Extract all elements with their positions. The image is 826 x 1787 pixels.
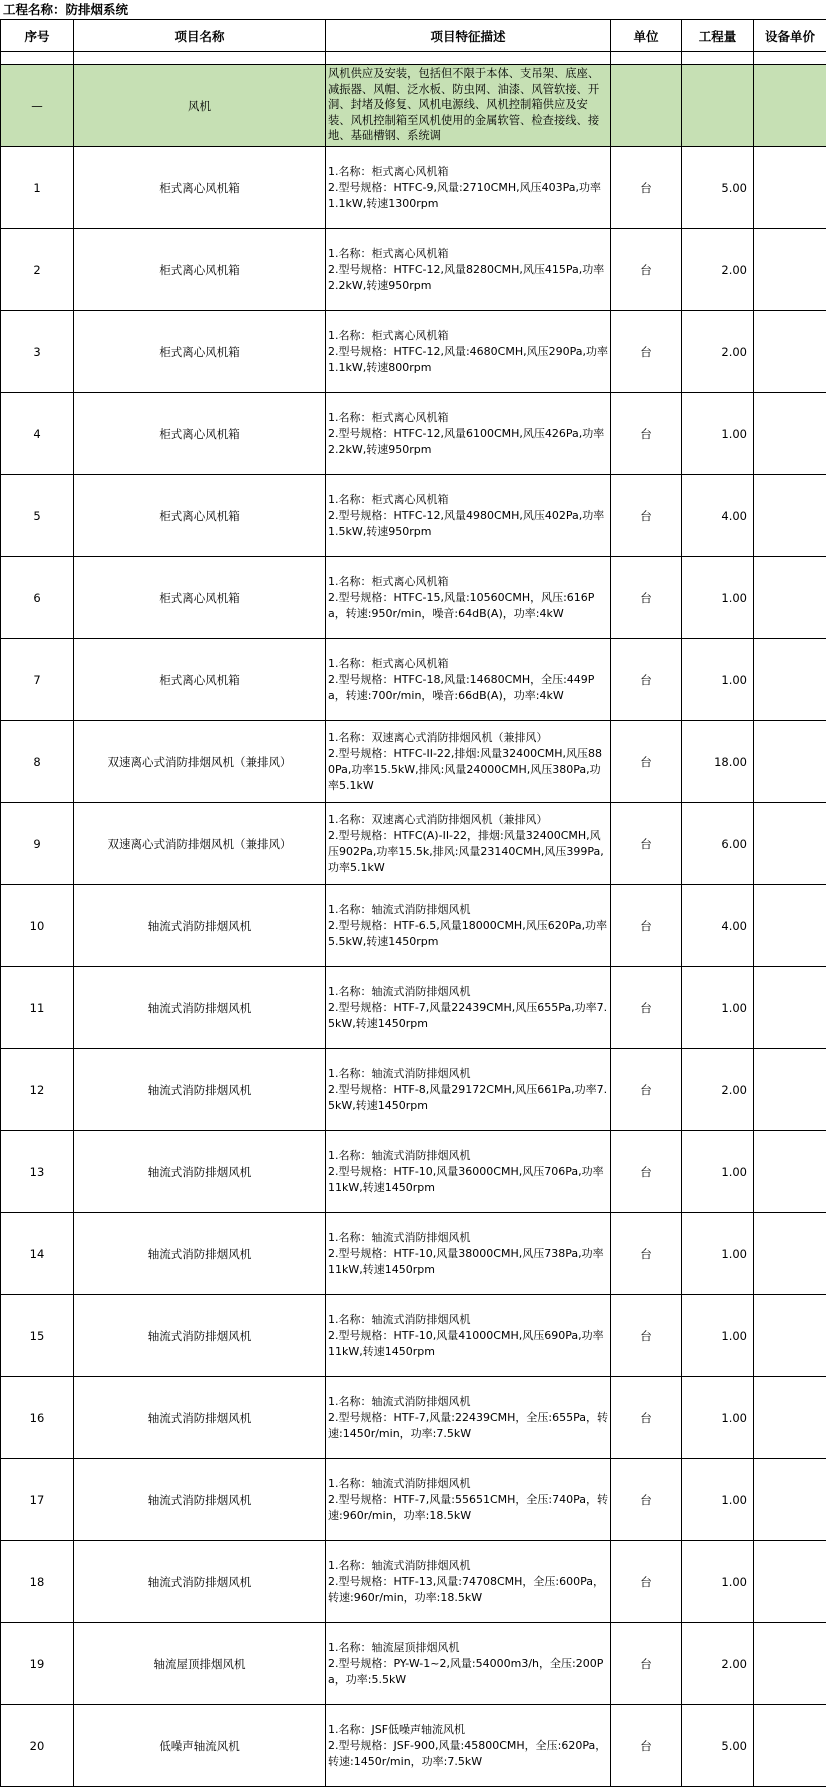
table-row — [1, 229, 826, 311]
unit-cell[interactable]: 台 — [611, 475, 682, 557]
unit-cell[interactable]: 台 — [611, 1213, 682, 1295]
seq-cell[interactable]: 5 — [1, 475, 74, 557]
seq-cell[interactable]: 2 — [1, 229, 74, 311]
table-cell[interactable] — [326, 52, 611, 65]
item-name-cell[interactable]: 双速离心式消防排烟风机（兼排风） — [74, 721, 326, 803]
description-cell[interactable]: 1.名称：双速离心式消防排烟风机（兼排风） 2.型号规格：HTFC-II-22,排烟:风量32400CMH,风压880Pa,功率15.5kW,排风:风量24000CMH,风压380Pa,功率5.1kW — [326, 721, 611, 803]
quantity-cell[interactable]: 1.00 — [682, 1131, 754, 1213]
unit-price-cell[interactable] — [754, 639, 826, 721]
seq-cell[interactable]: 4 — [1, 393, 74, 475]
item-name-cell[interactable]: 柜式离心风机箱 — [74, 557, 326, 639]
description-cell[interactable]: 1.名称：柜式离心风机箱 2.型号规格：HTFC-18,风量:14680CMH，全压:449Pa，转速:700r/min，噪音:66dB(A)，功率:4kW — [326, 639, 611, 721]
quantity-cell[interactable]: 1.00 — [682, 557, 754, 639]
group-price-cell[interactable] — [754, 65, 826, 147]
description-cell[interactable]: 1.名称：轴流式消防排烟风机 2.型号规格：HTF-10,风量41000CMH,风压690Pa,功率11kW,转速1450rpm — [326, 1295, 611, 1377]
item-name-cell[interactable]: 柜式离心风机箱 — [74, 475, 326, 557]
unit-price-cell[interactable] — [754, 803, 826, 885]
unit-cell[interactable]: 台 — [611, 967, 682, 1049]
unit-cell[interactable]: 台 — [611, 557, 682, 639]
quantity-cell[interactable]: 1.00 — [682, 1295, 754, 1377]
quantity-cell[interactable]: 4.00 — [682, 475, 754, 557]
quantity-cell[interactable]: 1.00 — [682, 1213, 754, 1295]
quantity-cell[interactable]: 6.00 — [682, 803, 754, 885]
item-name-cell[interactable]: 轴流式消防排烟风机 — [74, 1541, 326, 1623]
item-name-cell[interactable]: 双速离心式消防排烟风机（兼排风） — [74, 803, 326, 885]
item-name-cell[interactable]: 轴流式消防排烟风机 — [74, 1131, 326, 1213]
item-name-cell[interactable]: 轴流式消防排烟风机 — [74, 1213, 326, 1295]
header-unit-price[interactable]: 设备单价 — [754, 20, 826, 52]
seq-cell[interactable]: 3 — [1, 311, 74, 393]
table-row — [1, 1131, 826, 1213]
description-cell[interactable]: 1.名称：轴流式消防排烟风机 2.型号规格：HTF-10,风量38000CMH,风压738Pa,功率11kW,转速1450rpm — [326, 1213, 611, 1295]
table-cell[interactable] — [1, 52, 74, 65]
table-row — [1, 1295, 826, 1377]
description-cell[interactable]: 1.名称：柜式离心风机箱 2.型号规格：HTFC-9,风量:2710CMH,风压403Pa,功率1.1kW,转速1300rpm — [326, 147, 611, 229]
table-row — [1, 311, 826, 393]
table-row — [1, 1049, 826, 1131]
description-cell[interactable]: 1.名称：柜式离心风机箱 2.型号规格：HTFC-12,风量:4680CMH,风压290Pa,功率1.1kW,转速800rpm — [326, 311, 611, 393]
table-row — [1, 1623, 826, 1705]
table-row — [1, 967, 826, 1049]
unit-cell[interactable]: 台 — [611, 1131, 682, 1213]
description-cell[interactable]: 1.名称：轴流屋顶排烟风机 2.型号规格：PY-W-1~2,风量:54000m3/h，全压:200Pa，功率:5.5kW — [326, 1623, 611, 1705]
header-seq[interactable]: 序号 — [1, 20, 74, 52]
table-row — [1, 1213, 826, 1295]
description-cell[interactable]: 1.名称：轴流式消防排烟风机 2.型号规格：HTF-7,风量:55651CMH，全压:740Pa，转速:960r/min，功率:18.5kW — [326, 1459, 611, 1541]
seq-cell[interactable]: 7 — [1, 639, 74, 721]
quantity-cell[interactable]: 1.00 — [682, 393, 754, 475]
seq-cell[interactable]: 9 — [1, 803, 74, 885]
description-cell[interactable]: 1.名称：柜式离心风机箱 2.型号规格：HTFC-15,风量:10560CMH，风压:616Pa，转速:950r/min，噪音:64dB(A)，功率:4kW — [326, 557, 611, 639]
unit-price-cell[interactable] — [754, 475, 826, 557]
seq-cell[interactable]: 19 — [1, 1623, 74, 1705]
unit-cell[interactable]: 台 — [611, 1295, 682, 1377]
table-cell[interactable] — [754, 52, 826, 65]
description-cell[interactable]: 1.名称：柜式离心风机箱 2.型号规格：HTFC-12,风量8280CMH,风压415Pa,功率2.2kW,转速950rpm — [326, 229, 611, 311]
group-unit-cell[interactable] — [611, 65, 682, 147]
table-row — [1, 1377, 826, 1459]
table-row — [1, 1459, 826, 1541]
quantity-cell[interactable]: 2.00 — [682, 1049, 754, 1131]
description-cell[interactable]: 1.名称：轴流式消防排烟风机 2.型号规格：HTF-10,风量36000CMH,风压706Pa,功率11kW,转速1450rpm — [326, 1131, 611, 1213]
quantity-cell[interactable]: 4.00 — [682, 885, 754, 967]
description-cell[interactable]: 1.名称：柜式离心风机箱 2.型号规格：HTFC-12,风量4980CMH,风压402Pa,功率1.5kW,转速950rpm — [326, 475, 611, 557]
blank-row — [1, 52, 826, 65]
unit-cell[interactable]: 台 — [611, 1541, 682, 1623]
seq-cell[interactable]: 20 — [1, 1705, 74, 1787]
item-name-cell[interactable]: 柜式离心风机箱 — [74, 393, 326, 475]
table-cell[interactable] — [611, 52, 682, 65]
unit-cell[interactable]: 台 — [611, 1049, 682, 1131]
unit-cell[interactable]: 台 — [611, 393, 682, 475]
quantity-cell[interactable]: 1.00 — [682, 967, 754, 1049]
spreadsheet — [0, 0, 826, 19]
project-title — [0, 0, 826, 19]
table-row — [1, 639, 826, 721]
description-cell[interactable]: 1.名称：轴流式消防排烟风机 2.型号规格：HTF-8,风量29172CMH,风压661Pa,功率7.5kW,转速1450rpm — [326, 1049, 611, 1131]
group-name-cell[interactable]: 风机 — [74, 65, 326, 147]
unit-price-cell[interactable] — [754, 1049, 826, 1131]
unit-cell[interactable]: 台 — [611, 1623, 682, 1705]
table-cell[interactable] — [74, 52, 326, 65]
header-row — [1, 20, 826, 52]
quantity-cell[interactable]: 2.00 — [682, 311, 754, 393]
item-name-cell[interactable]: 轴流式消防排烟风机 — [74, 1459, 326, 1541]
item-name-cell[interactable]: 轴流式消防排烟风机 — [74, 885, 326, 967]
unit-price-cell[interactable] — [754, 721, 826, 803]
description-cell[interactable]: 1.名称：轴流式消防排烟风机 2.型号规格：HTF-7,风量:22439CMH，全压:655Pa，转速:1450r/min，功率:7.5kW — [326, 1377, 611, 1459]
item-name-cell[interactable]: 柜式离心风机箱 — [74, 147, 326, 229]
description-cell[interactable]: 1.名称：双速离心式消防排烟风机（兼排风） 2.型号规格：HTFC(A)-II-22，排烟:风量32400CMH,风压902Pa,功率15.5k,排风:风量23140CMH,风压399Pa,功率5.1kW — [326, 803, 611, 885]
quantity-cell[interactable]: 5.00 — [682, 1705, 754, 1787]
quantity-cell[interactable]: 5.00 — [682, 147, 754, 229]
unit-price-cell[interactable] — [754, 967, 826, 1049]
group-quantity-cell[interactable] — [682, 65, 754, 147]
table-row — [1, 803, 826, 885]
header-quantity[interactable]: 工程量 — [682, 20, 754, 52]
quantity-cell[interactable]: 2.00 — [682, 229, 754, 311]
description-cell[interactable]: 1.名称：柜式离心风机箱 2.型号规格：HTFC-12,风量6100CMH,风压426Pa,功率2.2kW,转速950rpm — [326, 393, 611, 475]
table-row — [1, 1541, 826, 1623]
seq-cell[interactable]: 8 — [1, 721, 74, 803]
seq-cell[interactable]: 17 — [1, 1459, 74, 1541]
quantity-cell[interactable]: 2.00 — [682, 1623, 754, 1705]
item-name-cell[interactable]: 轴流屋顶排烟风机 — [74, 1623, 326, 1705]
unit-price-cell[interactable] — [754, 1295, 826, 1377]
unit-price-cell[interactable] — [754, 885, 826, 967]
header-unit[interactable]: 单位 — [611, 20, 682, 52]
group-description-cell[interactable]: 风机供应及安装，包括但不限于本体、支吊架、底座、减振器、风帽、泛水板、防虫网、油漆、风管软接、开洞、封堵及修复、风机电源线、风机控制箱供应及安装、风机控制箱至风机使用的金属软管、检查接线、接地、基础槽钢、系统调 — [326, 65, 611, 147]
table-cell[interactable] — [682, 52, 754, 65]
item-name-cell[interactable]: 轴流式消防排烟风机 — [74, 1049, 326, 1131]
quantity-cell[interactable]: 1.00 — [682, 1541, 754, 1623]
seq-cell[interactable]: 15 — [1, 1295, 74, 1377]
item-name-cell[interactable]: 轴流式消防排烟风机 — [74, 967, 326, 1049]
item-name-cell[interactable]: 柜式离心风机箱 — [74, 229, 326, 311]
description-cell[interactable]: 1.名称：轴流式消防排烟风机 2.型号规格：HTF-6.5,风量18000CMH,风压620Pa,功率5.5kW,转速1450rpm — [326, 885, 611, 967]
unit-cell[interactable]: 台 — [611, 1705, 682, 1787]
unit-price-cell[interactable] — [754, 147, 826, 229]
seq-cell[interactable]: 1 — [1, 147, 74, 229]
seq-cell[interactable]: 12 — [1, 1049, 74, 1131]
unit-price-cell[interactable] — [754, 1377, 826, 1459]
quantity-cell[interactable]: 1.00 — [682, 1377, 754, 1459]
description-cell[interactable]: 1.名称：JSF低噪声轴流风机 2.型号规格：JSF-900,风量:45800CMH，全压:620Pa，转速:1450r/min，功率:7.5kW — [326, 1705, 611, 1787]
unit-cell[interactable]: 台 — [611, 803, 682, 885]
unit-cell[interactable]: 台 — [611, 229, 682, 311]
unit-cell[interactable]: 台 — [611, 721, 682, 803]
item-name-cell[interactable]: 轴流式消防排烟风机 — [74, 1377, 326, 1459]
project-title-value: 防排烟系统 — [66, 2, 129, 17]
table-row — [1, 885, 826, 967]
project-title-label: 工程名称： — [3, 2, 66, 17]
unit-price-cell[interactable] — [754, 1541, 826, 1623]
table-row — [1, 393, 826, 475]
seq-cell[interactable]: 14 — [1, 1213, 74, 1295]
table-row — [1, 475, 826, 557]
unit-cell[interactable]: 台 — [611, 1459, 682, 1541]
seq-cell[interactable]: 13 — [1, 1131, 74, 1213]
unit-price-cell[interactable] — [754, 1705, 826, 1787]
unit-cell[interactable]: 台 — [611, 147, 682, 229]
unit-cell[interactable]: 台 — [611, 1377, 682, 1459]
unit-cell[interactable]: 台 — [611, 639, 682, 721]
quantity-cell[interactable]: 18.00 — [682, 721, 754, 803]
unit-price-cell[interactable] — [754, 1131, 826, 1213]
header-description[interactable]: 项目特征描述 — [326, 20, 611, 52]
quantity-cell[interactable]: 1.00 — [682, 1459, 754, 1541]
unit-price-cell[interactable] — [754, 557, 826, 639]
seq-cell[interactable]: 16 — [1, 1377, 74, 1459]
header-item-name[interactable]: 项目名称 — [74, 20, 326, 52]
seq-cell[interactable]: 10 — [1, 885, 74, 967]
unit-price-cell[interactable] — [754, 1623, 826, 1705]
table-row — [1, 147, 826, 229]
item-name-cell[interactable]: 轴流式消防排烟风机 — [74, 1295, 326, 1377]
group-seq-cell[interactable]: — — [1, 65, 74, 147]
bill-of-quantities-table — [0, 19, 826, 1787]
unit-cell[interactable]: 台 — [611, 885, 682, 967]
seq-cell[interactable]: 6 — [1, 557, 74, 639]
table-row — [1, 557, 826, 639]
item-name-cell[interactable]: 柜式离心风机箱 — [74, 639, 326, 721]
table-row — [1, 721, 826, 803]
unit-price-cell[interactable] — [754, 393, 826, 475]
description-cell[interactable]: 1.名称：轴流式消防排烟风机 2.型号规格：HTF-7,风量22439CMH,风压655Pa,功率7.5kW,转速1450rpm — [326, 967, 611, 1049]
seq-cell[interactable]: 18 — [1, 1541, 74, 1623]
unit-price-cell[interactable] — [754, 311, 826, 393]
seq-cell[interactable]: 11 — [1, 967, 74, 1049]
unit-price-cell[interactable] — [754, 1213, 826, 1295]
item-name-cell[interactable]: 低噪声轴流风机 — [74, 1705, 326, 1787]
item-name-cell[interactable]: 柜式离心风机箱 — [74, 311, 326, 393]
unit-price-cell[interactable] — [754, 229, 826, 311]
table-row — [1, 1705, 826, 1787]
unit-price-cell[interactable] — [754, 1459, 826, 1541]
unit-cell[interactable]: 台 — [611, 311, 682, 393]
description-cell[interactable]: 1.名称：轴流式消防排烟风机 2.型号规格：HTF-13,风量:74708CMH，全压:600Pa，转速:960r/min，功率:18.5kW — [326, 1541, 611, 1623]
quantity-cell[interactable]: 1.00 — [682, 639, 754, 721]
group-row-fans — [1, 65, 826, 147]
